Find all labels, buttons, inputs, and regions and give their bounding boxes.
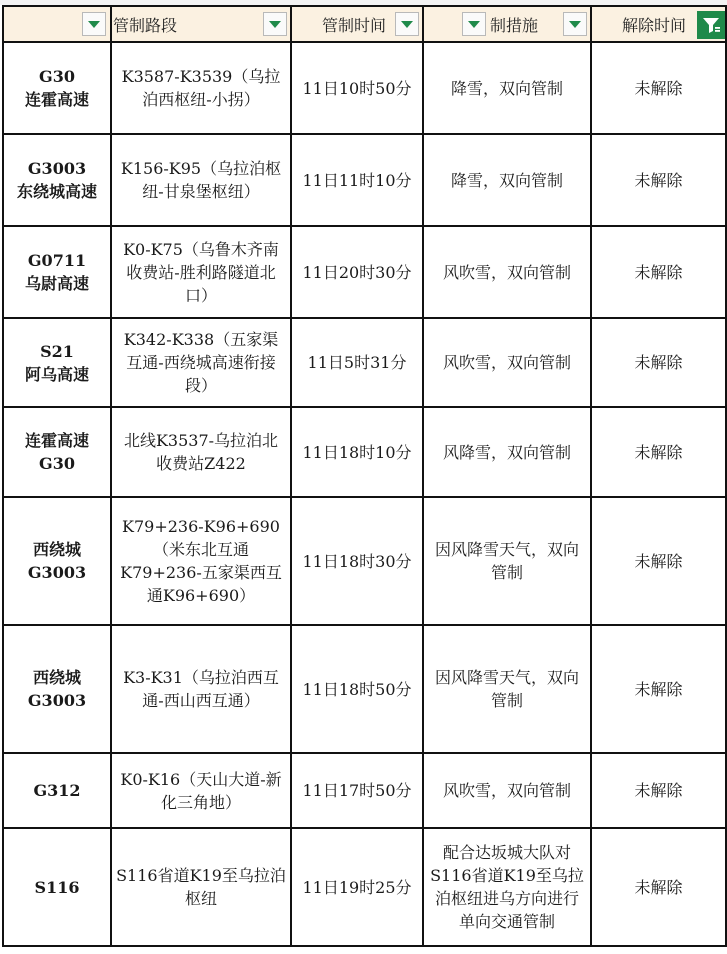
time-cell bbox=[291, 753, 423, 828]
time-text: 11日18时30分 bbox=[302, 551, 412, 571]
lift-text: 未解除 bbox=[634, 170, 683, 190]
time-cell bbox=[291, 226, 423, 318]
header-measure-label: 制措施 bbox=[490, 15, 539, 35]
measure-cell bbox=[423, 828, 591, 946]
time-cell bbox=[291, 828, 423, 946]
header-segment bbox=[111, 6, 291, 42]
active-filter-icon[interactable] bbox=[697, 11, 725, 39]
measure-text: 风降雪，双向管制 bbox=[442, 442, 571, 462]
time-text: 11日5时31分 bbox=[307, 353, 407, 372]
table-row bbox=[3, 625, 726, 753]
time-text: 11日18时10分 bbox=[302, 442, 412, 462]
lift-text: 未解除 bbox=[634, 551, 683, 571]
lift-cell bbox=[591, 625, 726, 753]
road-name: S21 阿乌高速 bbox=[24, 341, 89, 384]
time-cell bbox=[291, 42, 423, 134]
road-cell bbox=[3, 226, 111, 318]
lift-text: 未解除 bbox=[634, 781, 683, 800]
measure-text: 降雪，双向管制 bbox=[450, 78, 563, 98]
lift-cell bbox=[591, 497, 726, 625]
time-cell bbox=[291, 318, 423, 407]
header-lift-label: 解除时间 bbox=[622, 15, 687, 35]
measure-cell bbox=[423, 753, 591, 828]
header-lift bbox=[591, 6, 726, 42]
lift-text: 未解除 bbox=[634, 78, 683, 98]
road-cell bbox=[3, 497, 111, 625]
table-row bbox=[3, 407, 726, 497]
segment-text: S116省道K19至乌拉泊枢纽 bbox=[116, 866, 286, 908]
header-segment-label: 管制路段 bbox=[113, 15, 178, 35]
segment-text: 北线K3537-乌拉泊北收费站Z422 bbox=[123, 431, 279, 473]
measure-cell bbox=[423, 42, 591, 134]
table-row bbox=[3, 828, 726, 946]
measure-cell bbox=[423, 497, 591, 625]
lift-cell bbox=[591, 753, 726, 828]
measure-cell bbox=[423, 625, 591, 753]
segment-cell bbox=[111, 226, 291, 318]
header-road bbox=[3, 6, 111, 42]
road-name: G312 bbox=[33, 781, 81, 800]
segment-cell bbox=[111, 134, 291, 226]
road-cell bbox=[3, 318, 111, 407]
measure-cell bbox=[423, 226, 591, 318]
table-row bbox=[3, 497, 726, 625]
segment-text: K79+236-K96+690（米东北互通K79+236-五家渠西互通K96+690） bbox=[120, 517, 282, 605]
road-cell bbox=[3, 407, 111, 497]
segment-cell bbox=[111, 753, 291, 828]
segment-cell bbox=[111, 625, 291, 753]
measure-text: 降雪，双向管制 bbox=[450, 170, 563, 190]
lift-text: 未解除 bbox=[634, 262, 683, 282]
road-name: G0711 乌尉高速 bbox=[24, 251, 89, 293]
segment-text: K0-K16（天山大道-新化三角地） bbox=[120, 769, 282, 812]
segment-cell bbox=[111, 318, 291, 407]
segment-cell bbox=[111, 42, 291, 134]
road-name: G3003 东绕城高速 bbox=[16, 159, 97, 201]
segment-cell bbox=[111, 497, 291, 625]
measure-text: 风吹雪，双向管制 bbox=[442, 262, 571, 282]
lift-text: 未解除 bbox=[634, 353, 683, 372]
road-cell bbox=[3, 828, 111, 946]
time-text: 11日10时50分 bbox=[302, 78, 412, 98]
measure-text: 风吹雪，双向管制 bbox=[442, 781, 571, 800]
segment-text: K3-K31（乌拉泊西互通-西山西互通） bbox=[123, 668, 279, 710]
measure-text: 风吹雪，双向管制 bbox=[442, 353, 571, 372]
road-cell bbox=[3, 134, 111, 226]
road-name: 西绕城 G3003 bbox=[27, 668, 87, 710]
road-name: S116 bbox=[34, 877, 80, 897]
lift-text: 未解除 bbox=[634, 679, 683, 699]
filter-dropdown-icon[interactable] bbox=[82, 12, 106, 36]
measure-cell bbox=[423, 407, 591, 497]
time-cell bbox=[291, 407, 423, 497]
segment-cell bbox=[111, 407, 291, 497]
lift-text: 未解除 bbox=[634, 442, 683, 462]
road-name: 连霍高速 G30 bbox=[24, 431, 89, 473]
lift-cell bbox=[591, 318, 726, 407]
segment-text: K342-K338（五家渠互通-西绕城高速衔接段） bbox=[123, 330, 279, 395]
header-time-label: 管制时间 bbox=[322, 15, 387, 35]
measure-text: 因风降雪天气，双向管制 bbox=[434, 668, 579, 710]
measure-cell bbox=[423, 318, 591, 407]
lift-cell bbox=[591, 226, 726, 318]
table-row bbox=[3, 134, 726, 226]
time-text: 11日17时50分 bbox=[302, 781, 412, 800]
lift-cell bbox=[591, 407, 726, 497]
filter-dropdown-icon[interactable] bbox=[462, 12, 486, 36]
time-text: 11日18时50分 bbox=[302, 679, 412, 699]
filter-dropdown-icon[interactable] bbox=[263, 12, 287, 36]
road-name: G30 连霍高速 bbox=[24, 67, 89, 109]
road-cell bbox=[3, 753, 111, 828]
time-text: 11日19时25分 bbox=[302, 877, 412, 897]
time-cell bbox=[291, 497, 423, 625]
measure-text: 配合达坂城大队对S116省道K19至乌拉泊枢纽进乌方向进行单向交通管制 bbox=[430, 843, 584, 931]
table-row bbox=[3, 318, 726, 407]
segment-cell bbox=[111, 828, 291, 946]
segment-text: K3587-K3539（乌拉泊西枢纽-小拐） bbox=[121, 67, 281, 109]
lift-text: 未解除 bbox=[634, 877, 683, 897]
lift-cell bbox=[591, 42, 726, 134]
road-cell bbox=[3, 625, 111, 753]
lift-cell bbox=[591, 828, 726, 946]
header-row bbox=[3, 6, 726, 42]
filter-dropdown-icon[interactable] bbox=[563, 12, 587, 36]
measure-cell bbox=[423, 134, 591, 226]
time-cell bbox=[291, 134, 423, 226]
lift-cell bbox=[591, 134, 726, 226]
filter-dropdown-icon[interactable] bbox=[395, 12, 419, 36]
header-measure bbox=[423, 6, 591, 42]
table-row bbox=[3, 42, 726, 134]
segment-text: K156-K95（乌拉泊枢纽-甘泉堡枢纽） bbox=[120, 159, 282, 201]
table-row bbox=[3, 226, 726, 318]
segment-text: K0-K75（乌鲁木齐南收费站-胜利路隧道北口） bbox=[123, 239, 279, 305]
time-cell bbox=[291, 625, 423, 753]
traffic-control-table bbox=[2, 5, 727, 947]
time-text: 11日11时10分 bbox=[302, 170, 412, 190]
header-time bbox=[291, 6, 423, 42]
road-name: 西绕城 G3003 bbox=[27, 540, 87, 582]
measure-text: 因风降雪天气，双向管制 bbox=[434, 540, 579, 582]
road-cell bbox=[3, 42, 111, 134]
table-row bbox=[3, 753, 726, 828]
time-text: 11日20时30分 bbox=[302, 262, 412, 282]
